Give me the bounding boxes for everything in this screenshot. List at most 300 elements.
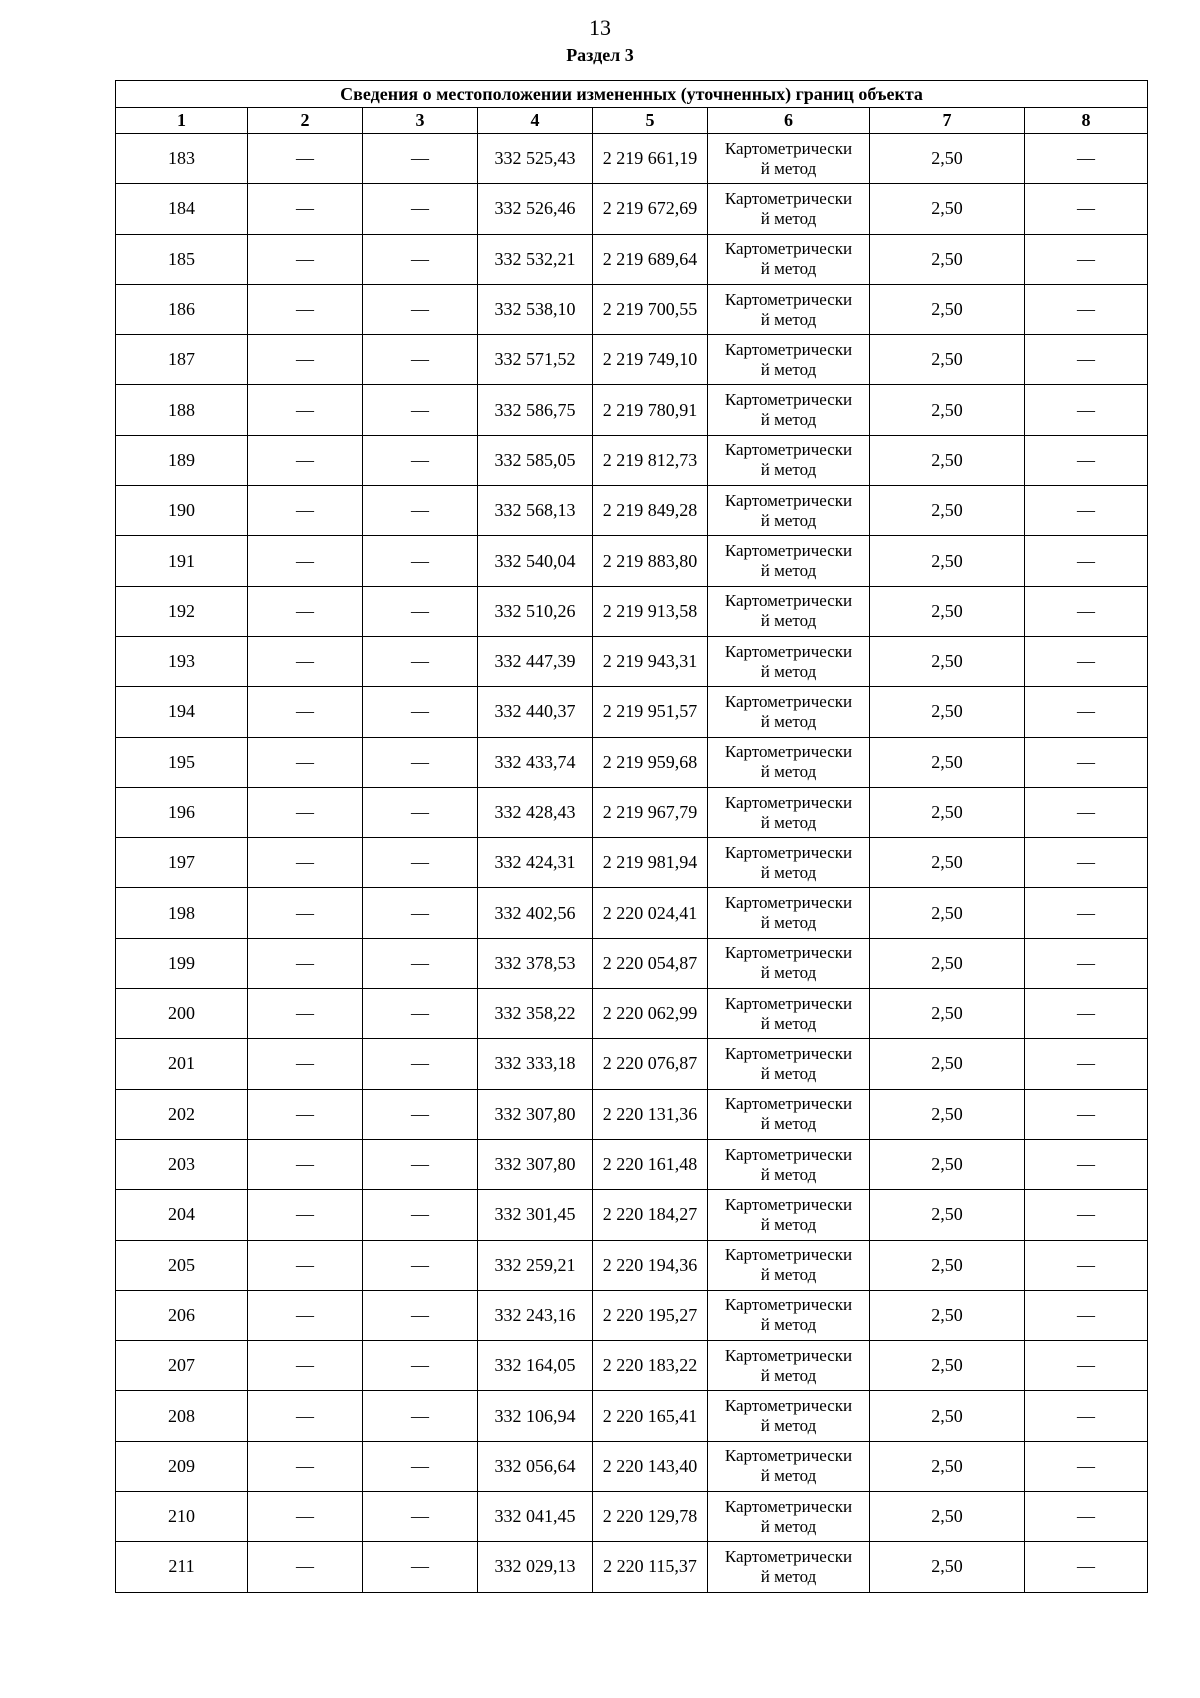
coordinate-y-cell: 2 219 812,73	[593, 435, 708, 485]
point-number-cell: 195	[116, 737, 248, 787]
accuracy-cell: 2,50	[870, 284, 1025, 334]
column-8-cell: —	[1025, 1190, 1148, 1240]
point-number-cell: 185	[116, 234, 248, 284]
column-3-cell: —	[363, 636, 478, 686]
coordinate-x-cell: 332 532,21	[478, 234, 593, 284]
accuracy-cell: 2,50	[870, 1492, 1025, 1542]
point-number-cell: 205	[116, 1240, 248, 1290]
method-text-line-1: Картометрически	[724, 742, 853, 762]
column-2-cell: —	[248, 1139, 363, 1189]
method-text-line-1: Картометрически	[724, 541, 853, 561]
coordinate-y-cell: 2 219 943,31	[593, 636, 708, 686]
table-row	[116, 1492, 1148, 1542]
method-text-line-1: Картометрически	[724, 289, 853, 309]
point-number-cell: 191	[116, 536, 248, 586]
column-2-cell: —	[248, 1492, 363, 1542]
coordinate-x-cell: 332 447,39	[478, 636, 593, 686]
column-2-cell: —	[248, 335, 363, 385]
method-text-line-2: й метод	[760, 208, 817, 228]
accuracy-cell: 2,50	[870, 1542, 1025, 1592]
table-row	[116, 989, 1148, 1039]
coordinate-x-cell: 332 041,45	[478, 1492, 593, 1542]
column-8-cell: —	[1025, 938, 1148, 988]
column-2-cell: —	[248, 1240, 363, 1290]
column-number: 4	[478, 108, 593, 134]
coordinate-y-cell: 2 219 849,28	[593, 486, 708, 536]
method-cell	[708, 787, 870, 837]
column-2-cell: —	[248, 385, 363, 435]
coordinate-x-cell: 332 307,80	[478, 1139, 593, 1189]
method-text-line-2: й метод	[760, 1013, 817, 1033]
column-2-cell: —	[248, 787, 363, 837]
accuracy-cell: 2,50	[870, 385, 1025, 435]
table-row	[116, 787, 1148, 837]
coordinate-y-cell: 2 220 161,48	[593, 1139, 708, 1189]
point-number-cell: 186	[116, 284, 248, 334]
coordinate-x-cell: 332 538,10	[478, 284, 593, 334]
column-2-cell: —	[248, 1441, 363, 1491]
method-text-line-1: Картометрически	[724, 1496, 853, 1516]
coordinate-y-cell: 2 220 076,87	[593, 1039, 708, 1089]
column-3-cell: —	[363, 787, 478, 837]
column-2-cell: —	[248, 1290, 363, 1340]
column-2-cell: —	[248, 284, 363, 334]
accuracy-cell: 2,50	[870, 335, 1025, 385]
method-cell	[708, 1441, 870, 1491]
coordinate-y-cell: 2 219 700,55	[593, 284, 708, 334]
coordinate-x-cell: 332 433,74	[478, 737, 593, 787]
table-row	[116, 636, 1148, 686]
coordinate-x-cell: 332 402,56	[478, 888, 593, 938]
method-text-line-2: й метод	[760, 711, 817, 731]
method-cell	[708, 586, 870, 636]
method-cell	[708, 1492, 870, 1542]
column-8-cell: —	[1025, 486, 1148, 536]
method-cell	[708, 1039, 870, 1089]
column-number: 1	[116, 108, 248, 134]
method-text-line-2: й метод	[760, 1114, 817, 1134]
point-number-cell: 201	[116, 1039, 248, 1089]
table-row	[116, 1290, 1148, 1340]
method-text-line-2: й метод	[760, 561, 817, 581]
table-body	[116, 134, 1148, 1593]
method-cell	[708, 838, 870, 888]
coordinate-x-cell: 332 428,43	[478, 787, 593, 837]
coordinate-x-cell: 332 307,80	[478, 1089, 593, 1139]
table-row	[116, 687, 1148, 737]
method-text-line-2: й метод	[760, 1466, 817, 1486]
point-number-cell: 209	[116, 1441, 248, 1491]
method-text-line-2: й метод	[760, 1315, 817, 1335]
column-2-cell: —	[248, 687, 363, 737]
column-3-cell: —	[363, 184, 478, 234]
coordinate-x-cell: 332 571,52	[478, 335, 593, 385]
method-text-line-1: Картометрически	[724, 1546, 853, 1566]
point-number-cell: 184	[116, 184, 248, 234]
column-2-cell: —	[248, 586, 363, 636]
table-row	[116, 1190, 1148, 1240]
coordinate-x-cell: 332 056,64	[478, 1441, 593, 1491]
coordinate-x-cell: 332 440,37	[478, 687, 593, 737]
section-title: Раздел 3	[566, 45, 634, 65]
column-8-cell: —	[1025, 134, 1148, 184]
accuracy-cell: 2,50	[870, 737, 1025, 787]
method-text-line-2: й метод	[760, 963, 817, 983]
method-text-line-1: Картометрически	[724, 893, 853, 913]
column-number: 3	[363, 108, 478, 134]
method-cell	[708, 234, 870, 284]
method-cell	[708, 385, 870, 435]
column-3-cell: —	[363, 938, 478, 988]
table-row	[116, 1341, 1148, 1391]
accuracy-cell: 2,50	[870, 1240, 1025, 1290]
method-text-line-2: й метод	[760, 661, 817, 681]
method-text-line-1: Картометрически	[724, 641, 853, 661]
accuracy-cell: 2,50	[870, 134, 1025, 184]
table-row	[116, 737, 1148, 787]
coordinate-y-cell: 2 220 062,99	[593, 989, 708, 1039]
accuracy-cell: 2,50	[870, 1139, 1025, 1189]
point-number-cell: 203	[116, 1139, 248, 1189]
coordinate-x-cell: 332 164,05	[478, 1341, 593, 1391]
method-text-line-2: й метод	[760, 812, 817, 832]
accuracy-cell: 2,50	[870, 1341, 1025, 1391]
accuracy-cell: 2,50	[870, 184, 1025, 234]
column-3-cell: —	[363, 687, 478, 737]
column-8-cell: —	[1025, 385, 1148, 435]
column-3-cell: —	[363, 536, 478, 586]
column-8-cell: —	[1025, 335, 1148, 385]
accuracy-cell: 2,50	[870, 1089, 1025, 1139]
method-text-line-1: Картометрически	[724, 339, 853, 359]
method-cell	[708, 536, 870, 586]
method-text-line-1: Картометрически	[724, 591, 853, 611]
column-2-cell: —	[248, 536, 363, 586]
method-text-line-1: Картометрически	[724, 390, 853, 410]
method-cell	[708, 335, 870, 385]
column-2-cell: —	[248, 636, 363, 686]
column-8-cell: —	[1025, 687, 1148, 737]
point-number-cell: 187	[116, 335, 248, 385]
method-cell	[708, 184, 870, 234]
column-3-cell: —	[363, 1391, 478, 1441]
coordinate-x-cell: 332 540,04	[478, 536, 593, 586]
method-cell	[708, 1190, 870, 1240]
coordinate-x-cell: 332 243,16	[478, 1290, 593, 1340]
coordinate-y-cell: 2 220 024,41	[593, 888, 708, 938]
point-number-cell: 202	[116, 1089, 248, 1139]
method-cell	[708, 1240, 870, 1290]
accuracy-cell: 2,50	[870, 536, 1025, 586]
column-8-cell: —	[1025, 284, 1148, 334]
column-2-cell: —	[248, 1089, 363, 1139]
coordinate-y-cell: 2 220 054,87	[593, 938, 708, 988]
column-2-cell: —	[248, 1542, 363, 1592]
accuracy-cell: 2,50	[870, 1039, 1025, 1089]
point-number-cell: 198	[116, 888, 248, 938]
coordinate-y-cell: 2 219 959,68	[593, 737, 708, 787]
point-number-cell: 197	[116, 838, 248, 888]
accuracy-cell: 2,50	[870, 938, 1025, 988]
method-text-line-2: й метод	[760, 1265, 817, 1285]
point-number-cell: 193	[116, 636, 248, 686]
method-text-line-1: Картометрически	[724, 792, 853, 812]
method-text-line-2: й метод	[760, 510, 817, 530]
table-row	[116, 134, 1148, 184]
column-number-row	[116, 108, 1148, 134]
accuracy-cell: 2,50	[870, 435, 1025, 485]
column-8-cell: —	[1025, 1240, 1148, 1290]
table-row	[116, 1039, 1148, 1089]
method-text-line-1: Картометрически	[724, 1245, 853, 1265]
point-number-cell: 211	[116, 1542, 248, 1592]
column-3-cell: —	[363, 1139, 478, 1189]
method-text-line-2: й метод	[760, 913, 817, 933]
point-number-cell: 190	[116, 486, 248, 536]
column-8-cell: —	[1025, 1542, 1148, 1592]
column-2-cell: —	[248, 435, 363, 485]
coordinate-x-cell: 332 333,18	[478, 1039, 593, 1089]
method-text-line-1: Картометрически	[724, 691, 853, 711]
column-8-cell: —	[1025, 184, 1148, 234]
coordinate-x-cell: 332 358,22	[478, 989, 593, 1039]
point-number-cell: 192	[116, 586, 248, 636]
column-3-cell: —	[363, 1190, 478, 1240]
accuracy-cell: 2,50	[870, 989, 1025, 1039]
accuracy-cell: 2,50	[870, 888, 1025, 938]
coordinate-y-cell: 2 220 115,37	[593, 1542, 708, 1592]
table-row	[116, 838, 1148, 888]
column-2-cell: —	[248, 184, 363, 234]
table-row	[116, 335, 1148, 385]
table-row	[116, 284, 1148, 334]
method-text-line-1: Картометрически	[724, 943, 853, 963]
coordinate-y-cell: 2 219 661,19	[593, 134, 708, 184]
column-8-cell: —	[1025, 1492, 1148, 1542]
accuracy-cell: 2,50	[870, 687, 1025, 737]
method-text-line-1: Картометрически	[724, 1345, 853, 1365]
method-text-line-2: й метод	[760, 359, 817, 379]
column-3-cell: —	[363, 838, 478, 888]
accuracy-cell: 2,50	[870, 1441, 1025, 1491]
point-number-cell: 199	[116, 938, 248, 988]
column-3-cell: —	[363, 737, 478, 787]
coordinate-y-cell: 2 220 184,27	[593, 1190, 708, 1240]
accuracy-cell: 2,50	[870, 787, 1025, 837]
method-cell	[708, 989, 870, 1039]
accuracy-cell: 2,50	[870, 486, 1025, 536]
method-text-line-1: Картометрически	[724, 993, 853, 1013]
column-number: 5	[593, 108, 708, 134]
method-text-line-1: Картометрически	[724, 1094, 853, 1114]
column-3-cell: —	[363, 134, 478, 184]
method-cell	[708, 687, 870, 737]
column-8-cell: —	[1025, 989, 1148, 1039]
point-number-cell: 210	[116, 1492, 248, 1542]
method-text-line-1: Картометрически	[724, 239, 853, 259]
method-cell	[708, 636, 870, 686]
point-number-cell: 206	[116, 1290, 248, 1340]
method-text-line-2: й метод	[760, 1516, 817, 1536]
method-cell	[708, 1542, 870, 1592]
coordinate-x-cell: 332 510,26	[478, 586, 593, 636]
coordinate-y-cell: 2 219 672,69	[593, 184, 708, 234]
column-8-cell: —	[1025, 586, 1148, 636]
point-number-cell: 196	[116, 787, 248, 837]
point-number-cell: 188	[116, 385, 248, 435]
method-text-line-2: й метод	[760, 410, 817, 430]
coordinate-y-cell: 2 220 195,27	[593, 1290, 708, 1340]
method-text-line-1: Картометрически	[724, 1295, 853, 1315]
column-8-cell: —	[1025, 1139, 1148, 1189]
column-2-cell: —	[248, 1190, 363, 1240]
column-3-cell: —	[363, 385, 478, 435]
method-cell	[708, 888, 870, 938]
column-2-cell: —	[248, 838, 363, 888]
table-row	[116, 536, 1148, 586]
column-3-cell: —	[363, 1441, 478, 1491]
coordinate-y-cell: 2 220 131,36	[593, 1089, 708, 1139]
table-row	[116, 385, 1148, 435]
column-8-cell: —	[1025, 838, 1148, 888]
column-2-cell: —	[248, 486, 363, 536]
method-text-line-1: Картометрически	[724, 188, 853, 208]
boundary-coordinates-table	[115, 80, 1148, 1593]
coordinate-y-cell: 2 219 951,57	[593, 687, 708, 737]
column-8-cell: —	[1025, 1089, 1148, 1139]
column-3-cell: —	[363, 284, 478, 334]
column-2-cell: —	[248, 737, 363, 787]
column-number: 7	[870, 108, 1025, 134]
column-8-cell: —	[1025, 636, 1148, 686]
method-cell	[708, 486, 870, 536]
method-text-line-1: Картометрически	[724, 1043, 853, 1063]
method-text-line-1: Картометрически	[724, 1446, 853, 1466]
coordinate-y-cell: 2 219 780,91	[593, 385, 708, 435]
column-8-cell: —	[1025, 435, 1148, 485]
coordinate-y-cell: 2 220 183,22	[593, 1341, 708, 1391]
method-text-line-1: Картометрически	[724, 138, 853, 158]
column-2-cell: —	[248, 888, 363, 938]
coordinate-x-cell: 332 424,31	[478, 838, 593, 888]
coordinate-y-cell: 2 220 129,78	[593, 1492, 708, 1542]
coordinate-x-cell: 332 378,53	[478, 938, 593, 988]
method-text-line-2: й метод	[760, 259, 817, 279]
coordinate-y-cell: 2 219 967,79	[593, 787, 708, 837]
method-cell	[708, 435, 870, 485]
column-3-cell: —	[363, 1341, 478, 1391]
accuracy-cell: 2,50	[870, 1391, 1025, 1441]
column-8-cell: —	[1025, 888, 1148, 938]
table-caption-row	[116, 81, 1148, 108]
table-row	[116, 184, 1148, 234]
method-text-line-1: Картометрически	[724, 490, 853, 510]
method-text-line-2: й метод	[760, 309, 817, 329]
table-row	[116, 1441, 1148, 1491]
method-text-line-2: й метод	[760, 1214, 817, 1234]
table-row	[116, 1542, 1148, 1592]
column-3-cell: —	[363, 1240, 478, 1290]
method-text-line-1: Картометрически	[724, 440, 853, 460]
method-text-line-2: й метод	[760, 611, 817, 631]
table-row	[116, 586, 1148, 636]
column-3-cell: —	[363, 888, 478, 938]
column-3-cell: —	[363, 234, 478, 284]
table-row	[116, 486, 1148, 536]
column-2-cell: —	[248, 1341, 363, 1391]
table-row	[116, 888, 1148, 938]
point-number-cell: 204	[116, 1190, 248, 1240]
column-number: 6	[708, 108, 870, 134]
accuracy-cell: 2,50	[870, 1290, 1025, 1340]
coordinate-y-cell: 2 220 194,36	[593, 1240, 708, 1290]
accuracy-cell: 2,50	[870, 234, 1025, 284]
column-number: 2	[248, 108, 363, 134]
column-3-cell: —	[363, 486, 478, 536]
table-row	[116, 1240, 1148, 1290]
coordinate-y-cell: 2 219 913,58	[593, 586, 708, 636]
coordinate-x-cell: 332 526,46	[478, 184, 593, 234]
method-cell	[708, 1290, 870, 1340]
coordinate-x-cell: 332 106,94	[478, 1391, 593, 1441]
column-8-cell: —	[1025, 1039, 1148, 1089]
coordinate-y-cell: 2 219 749,10	[593, 335, 708, 385]
point-number-cell: 200	[116, 989, 248, 1039]
coordinate-x-cell: 332 586,75	[478, 385, 593, 435]
column-number: 8	[1025, 108, 1148, 134]
method-cell	[708, 1139, 870, 1189]
point-number-cell: 189	[116, 435, 248, 485]
coordinate-y-cell: 2 219 883,80	[593, 536, 708, 586]
method-cell	[708, 1391, 870, 1441]
accuracy-cell: 2,50	[870, 586, 1025, 636]
coordinate-x-cell: 332 301,45	[478, 1190, 593, 1240]
method-text-line-2: й метод	[760, 1566, 817, 1586]
column-8-cell: —	[1025, 1391, 1148, 1441]
page-number: 13	[589, 15, 611, 40]
method-text-line-1: Картометрически	[724, 1144, 853, 1164]
column-2-cell: —	[248, 234, 363, 284]
coordinate-x-cell: 332 525,43	[478, 134, 593, 184]
column-3-cell: —	[363, 1039, 478, 1089]
coordinate-y-cell: 2 219 689,64	[593, 234, 708, 284]
column-2-cell: —	[248, 938, 363, 988]
coordinate-x-cell: 332 585,05	[478, 435, 593, 485]
coordinate-y-cell: 2 219 981,94	[593, 838, 708, 888]
method-cell	[708, 938, 870, 988]
column-8-cell: —	[1025, 737, 1148, 787]
column-3-cell: —	[363, 1089, 478, 1139]
column-8-cell: —	[1025, 1441, 1148, 1491]
column-3-cell: —	[363, 1290, 478, 1340]
accuracy-cell: 2,50	[870, 636, 1025, 686]
column-8-cell: —	[1025, 787, 1148, 837]
method-text-line-1: Картометрически	[724, 1396, 853, 1416]
accuracy-cell: 2,50	[870, 1190, 1025, 1240]
method-text-line-2: й метод	[760, 862, 817, 882]
point-number-cell: 194	[116, 687, 248, 737]
method-cell	[708, 737, 870, 787]
coordinate-y-cell: 2 220 143,40	[593, 1441, 708, 1491]
method-cell	[708, 1089, 870, 1139]
column-3-cell: —	[363, 435, 478, 485]
column-2-cell: —	[248, 989, 363, 1039]
method-text-line-2: й метод	[760, 460, 817, 480]
column-2-cell: —	[248, 134, 363, 184]
accuracy-cell: 2,50	[870, 838, 1025, 888]
column-3-cell: —	[363, 335, 478, 385]
coordinate-x-cell: 332 259,21	[478, 1240, 593, 1290]
